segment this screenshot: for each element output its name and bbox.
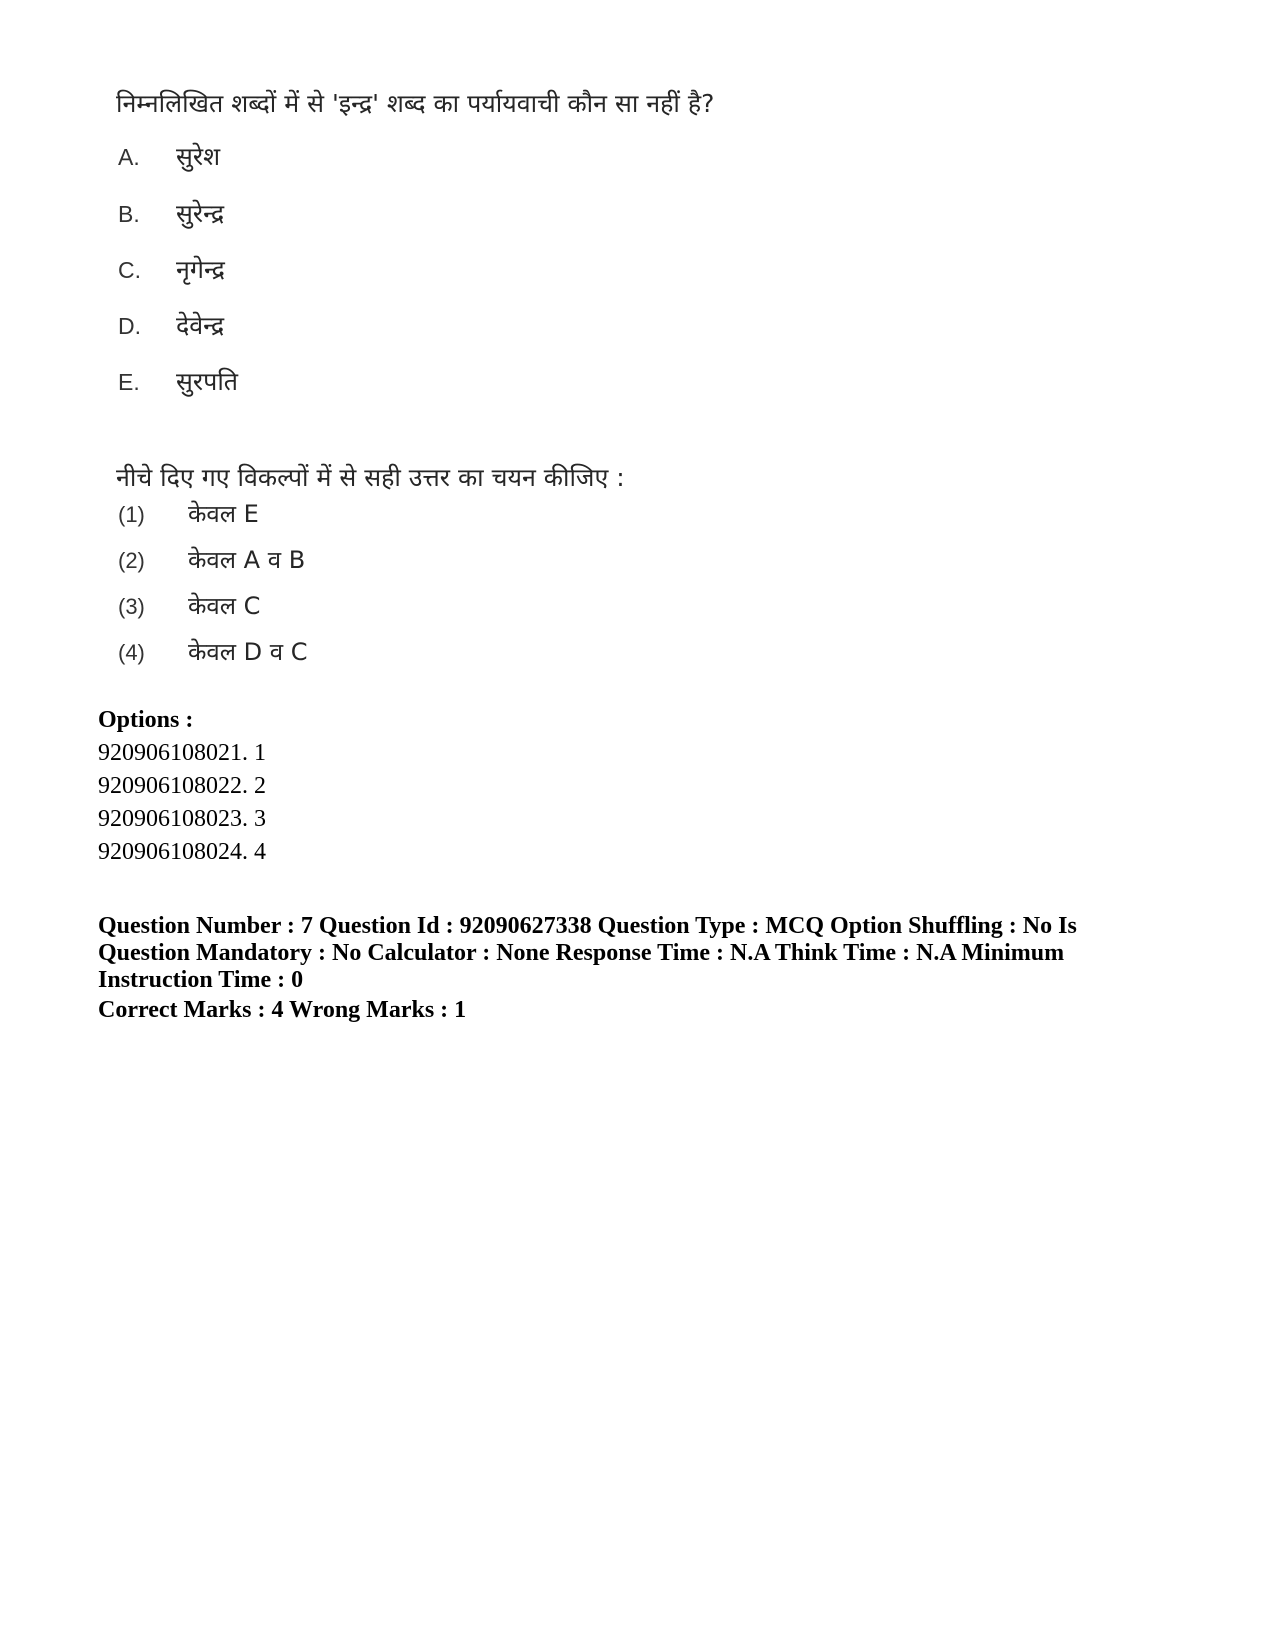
statement-e-value: सुरपति	[176, 367, 239, 396]
choice-1-number: (1)	[118, 502, 145, 527]
statement-d-value: देवेन्द्र	[176, 311, 225, 340]
statement-b-letter: B.	[118, 201, 140, 227]
choice-4-value: केवल D व C	[188, 638, 308, 666]
statement-e-letter: E.	[118, 369, 140, 395]
choice-3-value: केवल C	[188, 592, 261, 620]
options-heading: Options :	[98, 707, 194, 733]
choice-4-number: (4)	[118, 640, 145, 665]
choice-2-value: केवल A व B	[188, 546, 306, 574]
option-item-2: 920906108022. 2	[98, 773, 266, 799]
marks-info: Correct Marks : 4 Wrong Marks : 1	[98, 997, 467, 1023]
option-item-1: 920906108021. 1	[98, 740, 266, 766]
statement-d-letter: D.	[118, 313, 141, 339]
statement-c-letter: C.	[118, 257, 141, 283]
question-details: Question Number : 7 Question Id : 92090627338 Question Type : MCQ Option Shuffling : No Is Question Mandatory : No Calculator : None Response Time : N.A Think Time : N.A Minimum Instruction Time : 0	[98, 913, 1077, 993]
statement-c-value: नृगेन्द्र	[176, 255, 225, 284]
choice-1-value: केवल E	[188, 500, 259, 528]
statement-a-value: सुरेश	[176, 142, 221, 171]
option-item-4: 920906108024. 4	[98, 839, 266, 865]
choice-3-number: (3)	[118, 594, 145, 619]
question-text: निम्नलिखित शब्दों में से 'इन्द्र' शब्द का पर्यायवाची कौन सा नहीं है?	[116, 89, 715, 118]
statement-a-letter: A.	[118, 144, 140, 170]
choice-2-number: (2)	[118, 548, 145, 573]
instruction-text: नीचे दिए गए विकल्पों में से सही उत्तर का चयन कीजिए :	[116, 463, 625, 492]
option-item-3: 920906108023. 3	[98, 806, 266, 832]
statement-b-value: सुरेन्द्र	[176, 199, 225, 228]
